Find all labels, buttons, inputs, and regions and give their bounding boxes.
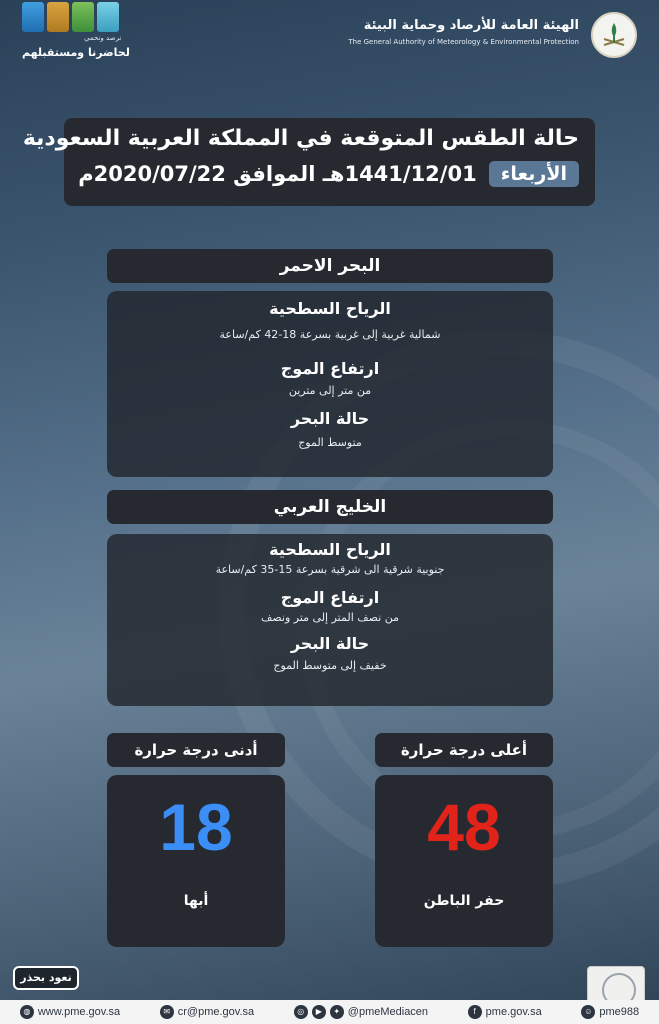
footer-facebook-text: pme.gov.sa bbox=[485, 1006, 542, 1018]
brand-slogan: لحاضرنا ومستقبلهم bbox=[22, 46, 130, 59]
wind-icon bbox=[97, 2, 119, 32]
date-text: 1441/12/01هـ الموافق 2020/07/22م bbox=[78, 162, 477, 186]
brand-tagline: نرصد ونحمي bbox=[84, 34, 122, 42]
arabian-gulf-header: الخليج العربي bbox=[107, 490, 553, 524]
gulf-waves-value: من نصف المتر إلى متر ونصف bbox=[260, 611, 400, 624]
brand-logo bbox=[22, 2, 142, 66]
plant-icon bbox=[72, 2, 94, 32]
footer-email-text: cr@pme.gov.sa bbox=[177, 1006, 255, 1018]
gulf-waves-label: ارتفاع الموج bbox=[280, 588, 380, 607]
forecast-title-box bbox=[22, 118, 595, 206]
footer-facebook[interactable] bbox=[468, 1005, 542, 1019]
footer-snapchat-text: pme988 bbox=[599, 1006, 640, 1018]
day-badge: الأربعاء bbox=[489, 161, 579, 187]
campaign-logo: نعود بحذر bbox=[13, 966, 79, 990]
org-name-arabic: الهيئة العامة للأرصاد وحماية البيئة bbox=[363, 18, 579, 33]
gulf-winds-label: الرياح السطحية bbox=[269, 540, 391, 559]
red-sea-header: البحر الاحمر bbox=[107, 249, 553, 283]
footer-website-text: www.pme.gov.sa bbox=[37, 1006, 121, 1018]
globe-icon: ◍ bbox=[20, 1005, 34, 1019]
footer-contacts bbox=[0, 1000, 659, 1024]
org-name-english: The General Authority of Meteorology & Environmental Protection bbox=[348, 38, 579, 46]
email-icon: ✉ bbox=[160, 1005, 174, 1019]
min-temp-card bbox=[107, 775, 285, 947]
gulf-state-value: خفيف إلى متوسط الموج bbox=[273, 659, 387, 672]
min-temp-header: أدنى درجة حرارة bbox=[107, 733, 285, 767]
max-temp-card bbox=[375, 775, 553, 947]
instagram-icon: ◎ bbox=[294, 1005, 308, 1019]
youtube-icon: ▶ bbox=[312, 1005, 326, 1019]
desert-icon bbox=[47, 2, 69, 32]
max-temp-header: أعلى درجة حرارة bbox=[375, 733, 553, 767]
arabian-gulf-details bbox=[107, 534, 553, 706]
red-sea-details bbox=[107, 291, 553, 477]
footer-social-text: @pmeMediacen bbox=[347, 1006, 429, 1018]
header bbox=[0, 0, 659, 70]
water-icon bbox=[22, 2, 44, 32]
red-sea-winds-label: الرياح السطحية bbox=[269, 299, 391, 318]
facebook-icon: f bbox=[468, 1005, 482, 1019]
date-row bbox=[80, 161, 579, 187]
red-sea-waves-label: ارتفاع الموج bbox=[280, 359, 380, 378]
gulf-winds-value: جنوبية شرقية الى شرقية بسرعة 15-35 كم/ساعة bbox=[215, 563, 445, 576]
red-sea-state-value: متوسط الموج bbox=[298, 436, 362, 449]
footer-snapchat[interactable] bbox=[581, 1005, 639, 1019]
max-temp-value: 48 bbox=[427, 790, 501, 864]
brand-icons bbox=[22, 2, 142, 32]
snapchat-icon: ☺ bbox=[581, 1005, 595, 1019]
gulf-state-label: حالة البحر bbox=[290, 634, 370, 653]
twitter-icon: ✦ bbox=[330, 1005, 344, 1019]
saudi-emblem-logo bbox=[591, 12, 637, 58]
footer-email[interactable] bbox=[160, 1005, 254, 1019]
red-sea-winds-value: شمالية غربية إلى غربية بسرعة 18-42 كم/ساعة bbox=[219, 328, 441, 341]
red-sea-state-label: حالة البحر bbox=[290, 409, 370, 428]
footer-social[interactable] bbox=[294, 1005, 428, 1019]
page-title: حالة الطقس المتوقعة في المملكة العربية السعودية bbox=[22, 126, 579, 151]
max-temp-city: حفر الباطن bbox=[423, 893, 505, 909]
min-temp-city: أبها bbox=[183, 893, 209, 909]
min-temp-value: 18 bbox=[159, 790, 233, 864]
red-sea-waves-value: من متر إلى مترين bbox=[288, 384, 372, 397]
footer-website[interactable] bbox=[20, 1005, 120, 1019]
